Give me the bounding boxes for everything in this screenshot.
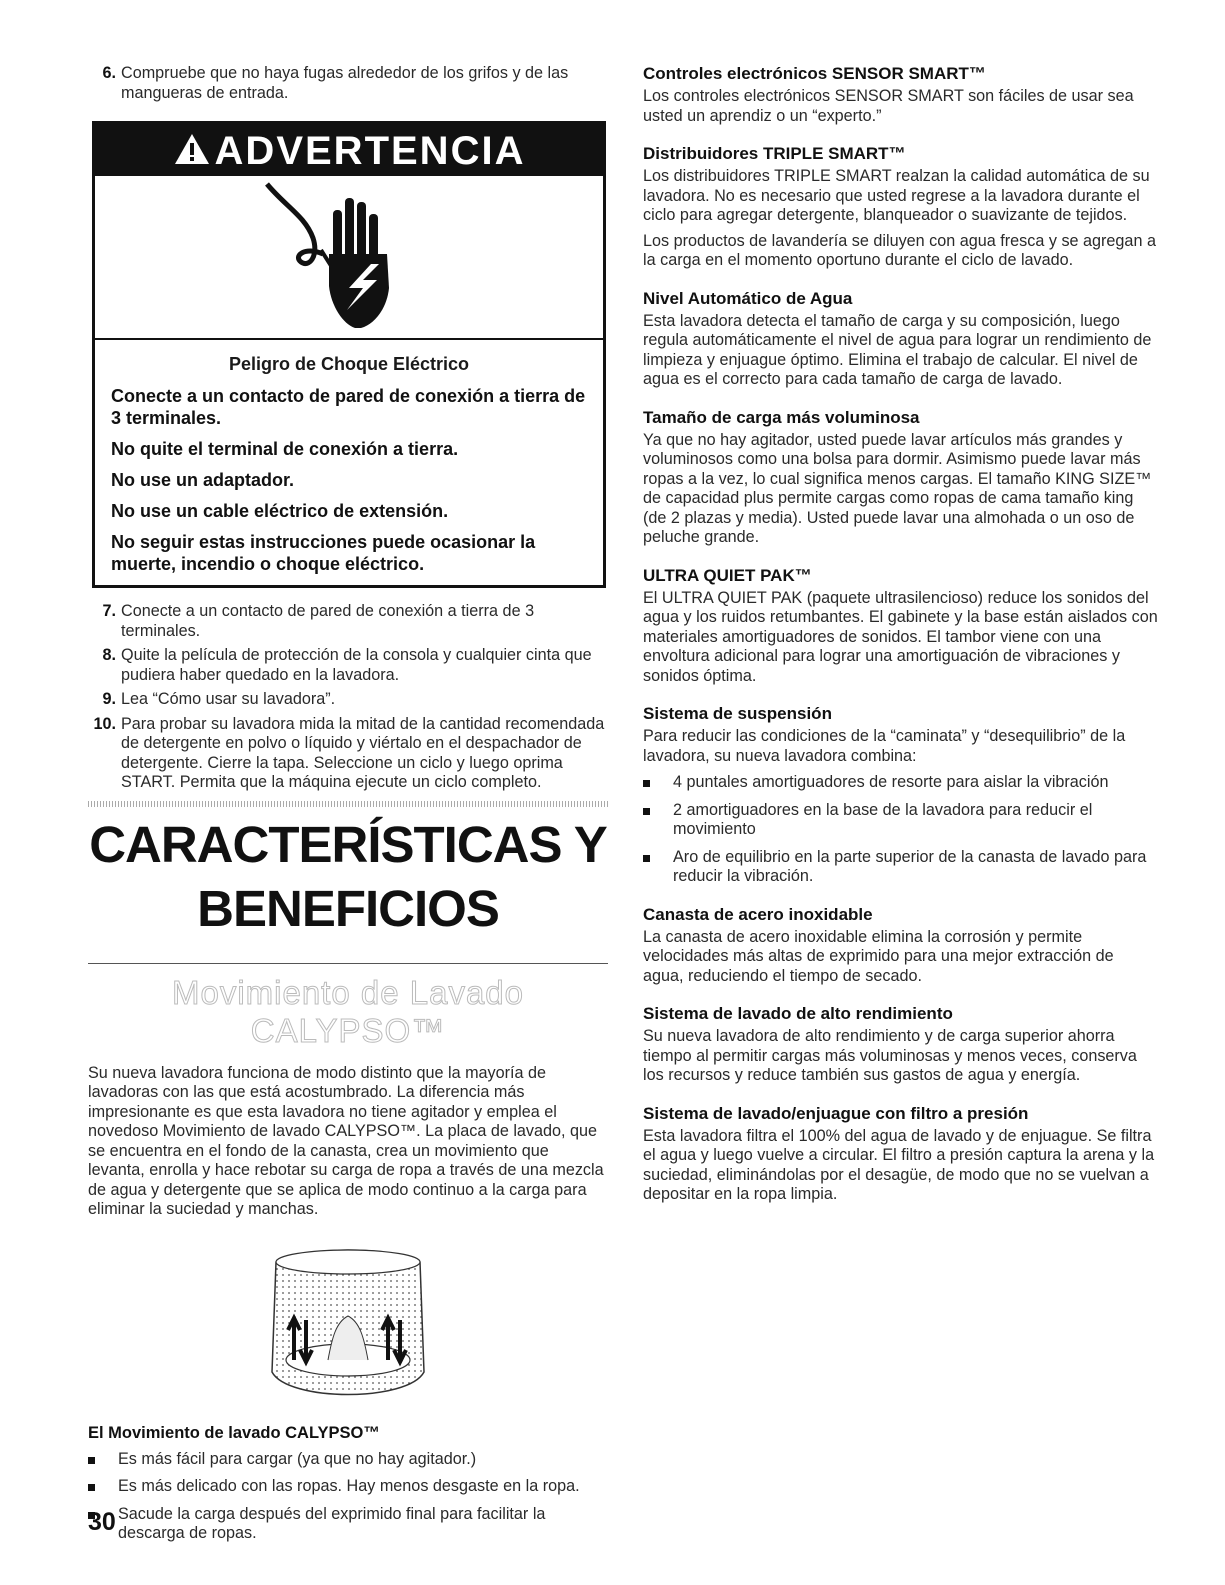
section-title: Movimiento de Lavado CALYPSO™ — [171, 973, 525, 1049]
step-6 — [88, 64, 608, 103]
section-text: La canasta de acero inoxidable elimina la corrosión y permite velocidades más altas de exprimido para una mejor extracción de agua, reduciendo el tiempo de secado. — [643, 927, 1114, 985]
warning-subtitle: Peligro de Choque Eléctrico — [228, 354, 470, 374]
section-heading: Nivel Automático de Agua — [643, 288, 853, 308]
list-item: Es más delicado con las ropas. Hay menos desgaste en la ropa. — [88, 1477, 608, 1497]
section-text: Los controles electrónicos SENSOR SMART son fáciles de usar sea usted un aprendiz o un “experto.” — [643, 87, 1134, 125]
section-text: Esta lavadora filtra el 100% del agua de lavado y de enjuague. Se filtra el agua y luego vuelve a circular. El filtro a presión captura la arena y la suciedad, eliminándolas por el desagüe, de modo que no se vuelvan a depositar en la ropa limpia. — [643, 1126, 1155, 1203]
list-item: 2 amortiguadores en la base de la lavadora para reducir el movimiento — [643, 801, 1158, 840]
list-item: 4 puntales amortiguadores de resorte para aislar la vibración — [643, 773, 1158, 793]
warning-header — [95, 124, 603, 176]
page-title-line-1: CARACTERÍSTICAS Y — [89, 815, 607, 873]
step-text: Compruebe que no haya fugas alrededor de los grifos y de las mangueras de entrada. — [121, 64, 569, 102]
step-number: 9. — [102, 690, 116, 708]
section-heading: Controles electrónicos SENSOR SMART™ — [643, 64, 986, 83]
section-divider — [88, 801, 608, 807]
right-column — [643, 64, 1158, 1211]
warning-title: ADVERTENCIA — [214, 129, 526, 173]
warning-triangle-icon — [173, 126, 211, 180]
step-9 — [88, 690, 608, 710]
warning-box — [92, 121, 606, 588]
step-text: Quite la película de protección de la consola y cualquier cinta que pudiera haber quedado en la lavadora. — [121, 646, 592, 684]
section-heading: Distribuidores TRIPLE SMART™ — [643, 144, 906, 163]
warning-line: No seguir estas instrucciones puede ocasionar la muerte, incendio o choque eléctrico. — [111, 532, 536, 574]
warning-line: No use un cable eléctrico de extensión. — [111, 501, 449, 521]
left-column — [88, 64, 608, 1552]
step-number: 8. — [102, 646, 116, 664]
list-item: Es más fácil para cargar (ya que no hay agitador.) — [88, 1450, 608, 1470]
intro-paragraph: Su nueva lavadora funciona de modo distinto que la mayoría de lavadoras con las que está acostumbrado. La diferencia más impresionante es que esta lavadora no tiene agitador y emplea el novedoso Movimiento de lavado CALYPSO™. La placa de lavado, que se encuentra en el fondo de la canasta, crea un movimiento que levanta, enrolla y hace rebotar su carga de ropa a través de una mezcla de agua y detergente que se aplica de modo continuo a la carga para eliminar la suciedad y manchas. — [88, 1063, 604, 1218]
page-title-line-2: BENEFICIOS — [197, 879, 499, 937]
step-7 — [88, 602, 608, 641]
step-text: Para probar su lavadora mida la mitad de la cantidad recomendada de detergente en polvo o líquido y viértalo en el despachador de detergente. Cierre la tapa. Seleccione un ciclo y luego oprima START. Permita que la máquina ejecute un ciclo completo. — [121, 714, 605, 791]
step-8 — [88, 646, 608, 685]
section-text: Los distribuidores TRIPLE SMART realzan la calidad automática de su lavadora. No es necesario que usted regrese a la lavadora durante el ciclo para agregar detergente, blanqueador o suavizante de tejidos. — [643, 167, 1150, 224]
warning-line: Conecte a un contacto de pared de conexión a tierra de 3 terminales. — [111, 386, 586, 428]
section-text: Los productos de lavandería se diluyen con agua fresca y se agregan a la carga en el momento oportuno durante el ciclo de lavado. — [643, 231, 1156, 269]
section-heading: ULTRA QUIET PAK™ — [643, 565, 812, 585]
section-heading: Sistema de suspensión — [643, 704, 832, 723]
section-heading: Tamaño de carga más voluminosa — [643, 407, 920, 427]
section-heading: Sistema de lavado de alto rendimiento — [643, 1004, 953, 1023]
electric-shock-hand-icon — [95, 176, 603, 340]
warning-line: No quite el terminal de conexión a tierra. — [111, 439, 459, 459]
step-number: 7. — [102, 602, 116, 620]
section-heading: Sistema de lavado/enjuague con filtro a presión — [643, 1103, 1029, 1123]
section-heading: Canasta de acero inoxidable — [643, 904, 873, 924]
step-text: Lea “Cómo usar su lavadora”. — [121, 690, 336, 708]
subheading: El Movimiento de lavado CALYPSO™ — [88, 1423, 380, 1442]
section-text: El ULTRA QUIET PAK (paquete ultrasilencioso) reduce los sonidos del agua y los ruidos retumbantes. El gabinete y la base están aislados con materiales amortiguadores de sonidos. El tambor viene con una envoltura adicional para lograr una amortiguación de vibraciones y sonidos óptima. — [643, 588, 1158, 685]
section-text: Su nueva lavadora de alto rendimiento y de carga superior ahorra tiempo al permitir cargas más voluminosas y menos veces, conserva los recursos y reduce también sus gastos de agua y energía. — [643, 1027, 1137, 1084]
horizontal-rule — [88, 963, 608, 964]
step-number: 6. — [102, 64, 116, 82]
washer-basket-illustration — [88, 1242, 608, 1412]
warning-line: No use un adaptador. — [111, 470, 295, 490]
section-text: Ya que no hay agitador, usted puede lavar artículos más grandes y voluminosos como una bolsa para dormir. Asimismo puede lavar más ropas a la vez, lo cual significa menos cargas. El tamaño KING SIZE™ de capacidad plus permite cargas como ropas de cama tamaño king (de 2 plazas y media). Usted puede lavar una almohada o un oso de peluche grande. — [643, 430, 1152, 546]
step-10 — [88, 715, 608, 793]
section-text: Esta lavadora detecta el tamaño de carga y su composición, luego regula automáticamente el nivel de agua para lograr un rendimiento de limpieza y enjuague óptimo. Elimina el trabajo de calcular. El nivel de agua es el correcto para cada tamaño de carga de lavado. — [643, 311, 1152, 388]
list-item: Sacude la carga después del exprimido final para facilitar la descarga de ropas. — [88, 1505, 608, 1544]
section-text: Para reducir las condiciones de la “caminata” y “desequilibrio” de la lavadora, su nueva lavadora combina: — [643, 727, 1126, 765]
step-number: 10. — [93, 714, 116, 733]
step-text: Conecte a un contacto de pared de conexión a tierra de 3 terminales. — [121, 602, 535, 640]
list-item: Aro de equilibrio en la parte superior de la canasta de lavado para reducir la vibración. — [643, 848, 1158, 887]
page-number: 30 — [88, 1508, 116, 1536]
